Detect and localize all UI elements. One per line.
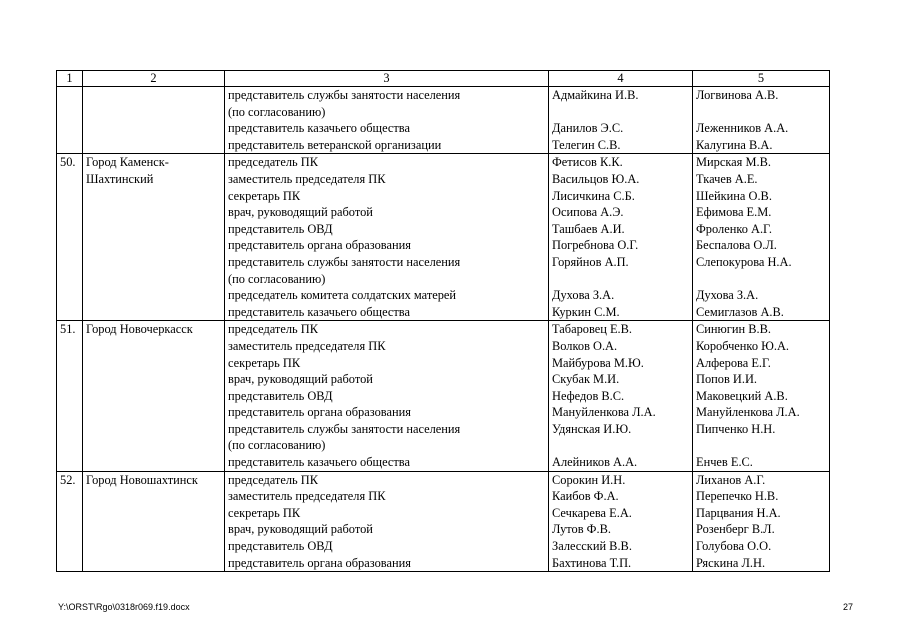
role-line: представитель казачьего общества xyxy=(228,304,410,319)
reserve-member-line: Логвинова А.В. xyxy=(696,88,779,102)
main-member-cell xyxy=(549,87,693,154)
role-line: председатель ПК xyxy=(228,472,318,487)
row-number: 52. xyxy=(57,471,83,572)
reserve-member-line: Перепечко Н.В. xyxy=(696,489,779,504)
reserve-member-line: Синюгин В.В. xyxy=(696,322,771,337)
table-row xyxy=(57,87,830,154)
city-line: Шахтинский xyxy=(86,171,154,186)
role-line: врач, руководящий работой xyxy=(228,522,373,537)
role-line: представитель службы занятости населения xyxy=(228,421,461,436)
city-name-cell xyxy=(83,471,225,572)
main-member-line: Погребнова О.Г. xyxy=(552,238,639,253)
main-member-line: Осипова А.Э. xyxy=(552,205,624,220)
city-line: Город Новочеркасск xyxy=(86,322,193,337)
role-cell xyxy=(225,87,549,154)
role-cell xyxy=(225,471,549,572)
main-member-line: Васильцов Ю.А. xyxy=(552,171,640,186)
main-member-line xyxy=(552,437,689,454)
city-name-cell xyxy=(83,321,225,471)
table-row xyxy=(57,471,830,572)
main-member-line: Мануйленкова Л.А. xyxy=(552,405,656,420)
main-member-line: Духова З.А. xyxy=(552,288,615,303)
role-line: представитель органа образования xyxy=(228,238,411,253)
reserve-member-cell xyxy=(693,471,830,572)
main-member-line: Горяйнов А.П. xyxy=(552,254,629,269)
role-line: врач, руководящий работой xyxy=(228,372,373,387)
main-member-line: Телегин С.В. xyxy=(552,137,621,152)
reserve-member-line: Маковецкий А.В. xyxy=(696,388,788,403)
header-cell-1: 1 xyxy=(57,71,83,87)
reserve-member-line: Лиханов А.Г. xyxy=(696,472,766,487)
role-line: врач, руководящий работой xyxy=(228,205,373,220)
reserve-member-line: Ефимова Е.М. xyxy=(696,205,772,220)
reserve-member-line: Шейкина О.В. xyxy=(696,188,772,203)
city-line: Город Новошахтинск xyxy=(86,472,198,487)
main-member-line: Залесский В.В. xyxy=(552,539,632,554)
main-member-line xyxy=(552,104,689,121)
main-member-line xyxy=(552,271,689,288)
city-name-cell xyxy=(83,154,225,321)
role-line: представитель службы занятости населения xyxy=(228,254,461,269)
reserve-member-line: Духова З.А. xyxy=(696,288,759,303)
main-member-line: Нефедов В.С. xyxy=(552,388,625,403)
main-member-cell xyxy=(549,154,693,321)
reserve-member-cell xyxy=(693,321,830,471)
main-member-line: Удянская И.Ю. xyxy=(552,421,632,436)
main-member-line: Сорокин И.Н. xyxy=(552,472,626,487)
role-line: представитель ОВД xyxy=(228,539,333,554)
role-line: представитель органа образования xyxy=(228,555,411,570)
role-line: представитель службы занятости населения xyxy=(228,88,461,102)
role-line: председатель ПК xyxy=(228,155,318,170)
role-line: председатель ПК xyxy=(228,322,318,337)
header-cell-4: 4 xyxy=(549,71,693,87)
reserve-member-line: Леженников А.А. xyxy=(696,121,789,136)
main-member-line: Каибов Ф.А. xyxy=(552,489,619,504)
header-cell-5: 5 xyxy=(693,71,830,87)
role-line: секретарь ПК xyxy=(228,505,301,520)
role-line: представитель ветеранской организации xyxy=(228,137,442,152)
commission-table xyxy=(56,70,830,572)
reserve-member-line xyxy=(696,104,826,121)
reserve-member-line: Мануйленкова Л.А. xyxy=(696,405,800,420)
role-line: секретарь ПК xyxy=(228,188,301,203)
reserve-member-line: Попов И.И. xyxy=(696,372,758,387)
main-member-line: Фетисов К.К. xyxy=(552,155,623,170)
main-member-line: Алейников А.А. xyxy=(552,455,638,470)
reserve-member-line: Фроленко А.Г. xyxy=(696,221,772,236)
role-line: (по согласованию) xyxy=(228,271,326,286)
main-member-line: Ташбаев А.И. xyxy=(552,221,625,236)
reserve-member-line: Парцвания Н.А. xyxy=(696,505,781,520)
main-member-line: Волков О.А. xyxy=(552,338,618,353)
reserve-member-line: Калугина В.А. xyxy=(696,137,773,152)
header-cell-3: 3 xyxy=(225,71,549,87)
reserve-member-line: Алферова Е.Г. xyxy=(696,355,771,370)
reserve-member-line xyxy=(696,271,826,288)
role-line: заместитель председателя ПК xyxy=(228,171,386,186)
table-row xyxy=(57,154,830,321)
role-line: представитель органа образования xyxy=(228,405,411,420)
header-cell-2: 2 xyxy=(83,71,225,87)
role-line: представитель казачьего общества xyxy=(228,121,410,136)
role-line: (по согласованию) xyxy=(228,438,326,453)
footer-file-path: Y:\ORST\Rgo\0318r069.f19.docx xyxy=(58,602,190,612)
reserve-member-line: Мирская М.В. xyxy=(696,155,771,170)
role-line: председатель комитета солдатских матерей xyxy=(228,288,457,303)
main-member-line: Данилов Э.С. xyxy=(552,121,624,136)
role-line: (по согласованию) xyxy=(228,104,326,119)
role-line: секретарь ПК xyxy=(228,355,301,370)
role-line: заместитель председателя ПК xyxy=(228,338,386,353)
role-line: представитель казачьего общества xyxy=(228,455,410,470)
reserve-member-line: Ткачев А.Е. xyxy=(696,171,758,186)
role-line: представитель ОВД xyxy=(228,388,333,403)
reserve-member-line: Семиглазов А.В. xyxy=(696,304,784,319)
role-line: представитель ОВД xyxy=(228,221,333,236)
table-header-row xyxy=(57,71,830,87)
city-line: Город Каменск- xyxy=(86,155,169,170)
role-line: заместитель председателя ПК xyxy=(228,489,386,504)
main-member-line: Бахтинова Т.П. xyxy=(552,555,632,570)
reserve-member-line: Беспалова О.Л. xyxy=(696,238,777,253)
main-member-cell xyxy=(549,471,693,572)
footer-page-number: 27 xyxy=(843,602,854,612)
main-member-line: Сечкарева Е.А. xyxy=(552,505,632,520)
city-name-cell xyxy=(83,87,225,154)
main-member-line: Майбурова М.Ю. xyxy=(552,355,644,370)
reserve-member-line: Розенберг В.Л. xyxy=(696,522,775,537)
reserve-member-cell xyxy=(693,87,830,154)
role-cell xyxy=(225,154,549,321)
reserve-member-line: Ряскина Л.Н. xyxy=(696,555,766,570)
main-member-line: Табаровец Е.В. xyxy=(552,322,632,337)
reserve-member-line: Пипченко Н.Н. xyxy=(696,421,776,436)
row-number: 51. xyxy=(57,321,83,471)
main-member-cell xyxy=(549,321,693,471)
row-number xyxy=(57,87,83,154)
main-member-line: Скубак М.И. xyxy=(552,372,620,387)
main-member-line: Адмайкина И.В. xyxy=(552,88,639,102)
role-cell xyxy=(225,321,549,471)
reserve-member-cell xyxy=(693,154,830,321)
main-member-line: Лисичкина С.Б. xyxy=(552,188,635,203)
reserve-member-line: Слепокурова Н.А. xyxy=(696,254,792,269)
table-row xyxy=(57,321,830,471)
reserve-member-line: Коробченко Ю.А. xyxy=(696,338,789,353)
main-member-line: Лутов Ф.В. xyxy=(552,522,611,537)
reserve-member-line: Енчев Е.С. xyxy=(696,455,753,470)
reserve-member-line xyxy=(696,437,826,454)
reserve-member-line: Голубова О.О. xyxy=(696,539,772,554)
row-number: 50. xyxy=(57,154,83,321)
main-member-line: Куркин С.М. xyxy=(552,304,620,319)
